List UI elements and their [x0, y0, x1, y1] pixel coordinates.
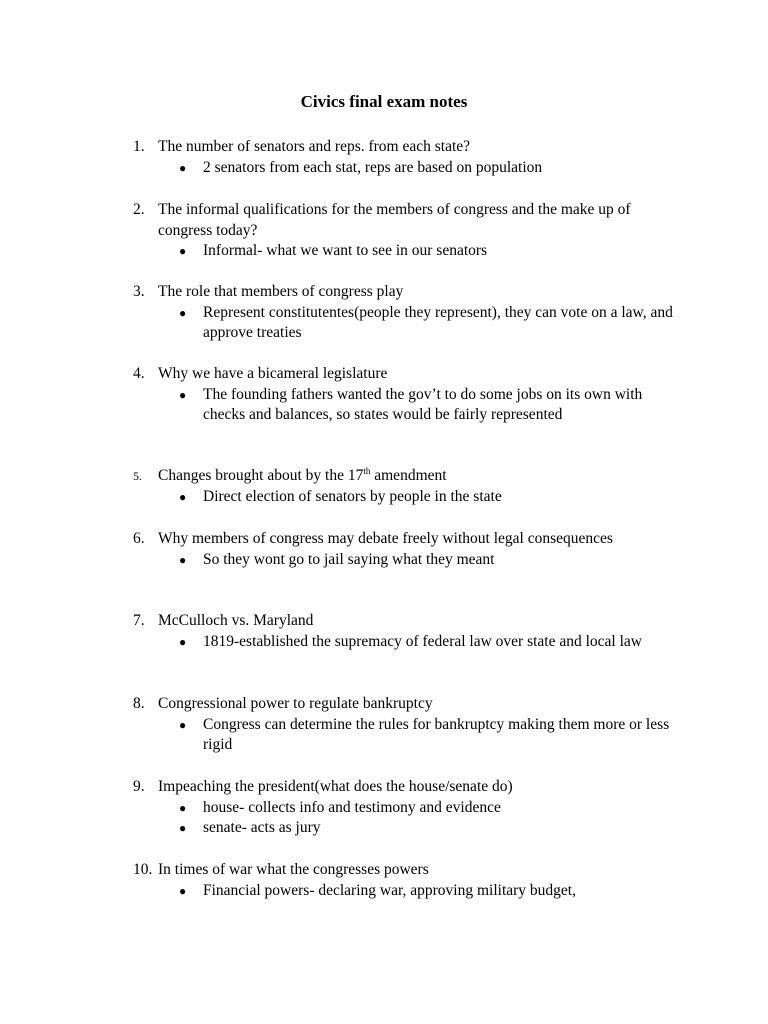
bullet-item — [179, 818, 673, 839]
bullet-icon: ● — [179, 387, 187, 402]
question-text: The number of senators and reps. from each state? — [158, 138, 471, 155]
bullet-icon: ● — [179, 717, 187, 732]
list-item — [133, 529, 673, 570]
list-item — [133, 137, 673, 178]
item-number: 5. — [133, 469, 142, 483]
bullet-text: Financial powers- declaring war, approving military budget, — [203, 881, 576, 899]
list-item — [133, 611, 673, 652]
question-text: Impeaching the president(what does the house/senate do) — [158, 778, 513, 795]
item-number: 9. — [133, 778, 145, 795]
list-item — [133, 200, 673, 262]
bullet-text: 2 senators from each stat, reps are based on population — [203, 158, 543, 176]
bullet-item — [179, 550, 673, 571]
bullet-item — [179, 715, 673, 756]
item-number: 1. — [133, 138, 145, 155]
bullet-text: house- collects info and testimony and evidence — [203, 798, 501, 816]
bullet-text: Represent constitutentes(people they represent), they can vote on a law, and approve treaties — [203, 303, 673, 341]
bullet-item — [179, 385, 673, 426]
bullet-item — [179, 632, 673, 653]
question-text-prefix: Changes brought about by the 17 — [158, 467, 364, 484]
list-item — [133, 282, 673, 344]
bullet-icon: ● — [179, 883, 187, 898]
item-number: 8. — [133, 695, 145, 712]
item-number: 4. — [133, 365, 145, 382]
ordinal-suffix: th — [363, 466, 371, 476]
question-text: The role that members of congress play — [158, 283, 404, 300]
bullet-icon: ● — [179, 305, 187, 320]
item-number: 6. — [133, 530, 145, 547]
question-text: The informal qualifications for the members of congress and the make up of congress today? — [158, 201, 631, 239]
bullet-text: 1819-established the supremacy of federal law over state and local law — [203, 632, 642, 650]
question-text: Why members of congress may debate freely without legal consequences — [158, 530, 613, 547]
bullet-text: The founding fathers wanted the gov’t to do some jobs on its own with checks and balances, so states would be fairly represented — [203, 385, 643, 423]
item-number: 10. — [133, 861, 153, 878]
bullet-icon: ● — [179, 821, 187, 835]
list-item — [133, 364, 673, 426]
bullet-icon: ● — [179, 244, 187, 258]
bullet-icon: ● — [179, 160, 187, 175]
bullet-text: So they wont go to jail saying what they meant — [203, 550, 495, 568]
list-item — [133, 860, 673, 901]
page-title: Civics final exam notes — [300, 92, 468, 111]
bullet-text: Congress can determine the rules for bankruptcy making them more or less rigid — [203, 715, 670, 753]
item-number: 3. — [133, 283, 145, 300]
bullet-text: Direct election of senators by people in the state — [203, 487, 502, 505]
item-number: 2. — [133, 201, 145, 218]
bullet-icon: ● — [179, 489, 187, 504]
question-text: In times of war what the congresses powers — [158, 861, 429, 878]
list-item — [133, 777, 673, 839]
question-text: Why we have a bicameral legislature — [158, 365, 388, 382]
question-text — [158, 466, 673, 487]
bullet-item — [179, 303, 673, 344]
list-item — [133, 694, 673, 756]
bullet-text: senate- acts as jury — [203, 819, 321, 836]
question-text: Congressional power to regulate bankruptcy — [158, 695, 433, 712]
question-text-suffix: amendment — [370, 467, 447, 484]
item-number: 7. — [133, 612, 145, 629]
bullet-item — [179, 487, 673, 508]
list-item — [133, 466, 673, 507]
bullet-item — [179, 241, 673, 262]
question-text: McCulloch vs. Maryland — [158, 612, 314, 629]
bullet-item — [179, 158, 673, 179]
bullet-icon: ● — [179, 634, 187, 649]
bullet-icon: ● — [179, 552, 187, 567]
bullet-icon: ● — [179, 800, 187, 815]
bullet-text: Informal- what we want to see in our senators — [203, 242, 488, 259]
bullet-item — [179, 798, 673, 819]
bullet-item — [179, 881, 673, 902]
